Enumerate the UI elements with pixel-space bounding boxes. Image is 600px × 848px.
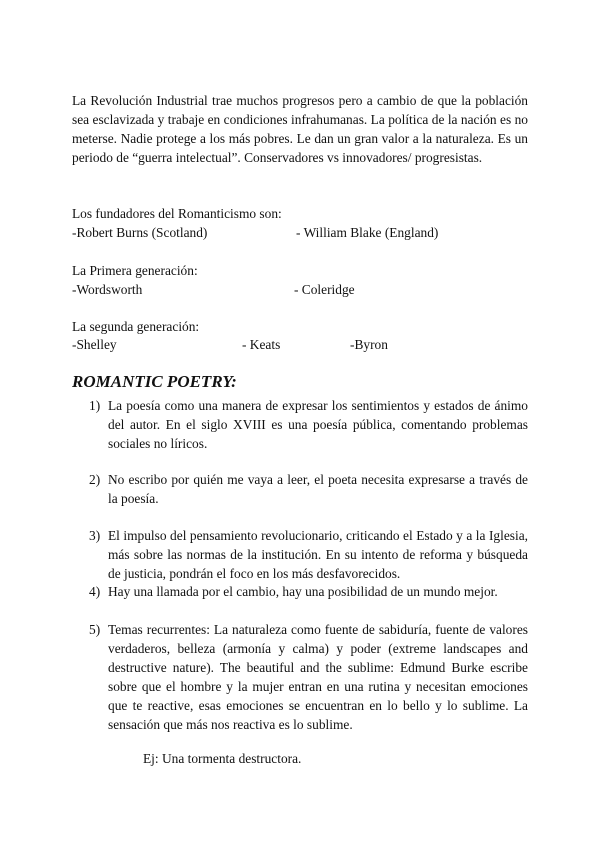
first-generation-title: La Primera generación:: [72, 263, 198, 278]
list-item: [89, 620, 528, 734]
intro-paragraph: La Revolución Industrial trae muchos progresos pero a cambio de que la población sea esclavizada y trabaje en condiciones infrahumanas. La política de la nación es no meterse. Nadie protege a los más pobres. Le dan un gran valor a la naturaleza. Es un periodo de “guerra intelectual”. Conservadores vs innovadores/ progresistas.: [72, 93, 528, 165]
list-item-text: La poesía como una manera de expresar los sentimientos y estados de ánimo del autor. En el siglo XVIII es una poesía pública, comentando problemas sociales no líricos.: [108, 398, 528, 451]
list-item-number: 5): [89, 622, 101, 637]
section-heading: ROMANTIC POETRY:: [72, 372, 237, 391]
poet-name: -Byron: [350, 337, 388, 352]
example-line: Ej: Una tormenta destructora.: [143, 751, 302, 766]
poet-name: -Wordsworth: [72, 282, 143, 297]
list-item: [89, 470, 528, 508]
list-item: [89, 396, 528, 453]
list-item-text: Temas recurrentes: La naturaleza como fuente de sabiduría, fuente de valores verdaderos, belleza (armonía y calma) y poder (extreme landscapes and destructive nature). The beautiful and the sublime: Edmund Burke escribe sobre que el hombre y la mujer entran en una rutina y necesitan emociones que te reactive, esas emociones se encuentran en lo bello y lo sublime. La sensación que más nos reactiva es lo sublime.: [108, 622, 528, 732]
list-item-number: 2): [89, 472, 101, 487]
founder-name: -Robert Burns (Scotland): [72, 225, 208, 240]
list-item: [89, 582, 528, 601]
list-item-number: 1): [89, 398, 101, 413]
poet-name: - Keats: [242, 337, 281, 352]
poet-name: -Shelley: [72, 337, 117, 352]
list-item: [89, 526, 528, 583]
list-item-number: 4): [89, 584, 101, 599]
second-generation-title: La segunda generación:: [72, 319, 200, 334]
founders-title: Los fundadores del Romanticismo son:: [72, 206, 282, 221]
poet-name: - Coleridge: [294, 282, 355, 297]
list-item-text: No escribo por quién me vaya a leer, el poeta necesita expresarse a través de la poesía.: [108, 472, 528, 506]
list-item-text: Hay una llamada por el cambio, hay una posibilidad de un mundo mejor.: [108, 584, 498, 599]
list-item-text: El impulso del pensamiento revolucionario, criticando el Estado y a la Iglesia, más sobre las normas de la institución. En su intento de reforma y búsqueda de justicia, pondrán el foco en los más desfavorecidos.: [108, 528, 528, 581]
list-item-number: 3): [89, 528, 101, 543]
founder-name: - William Blake (England): [296, 225, 439, 240]
